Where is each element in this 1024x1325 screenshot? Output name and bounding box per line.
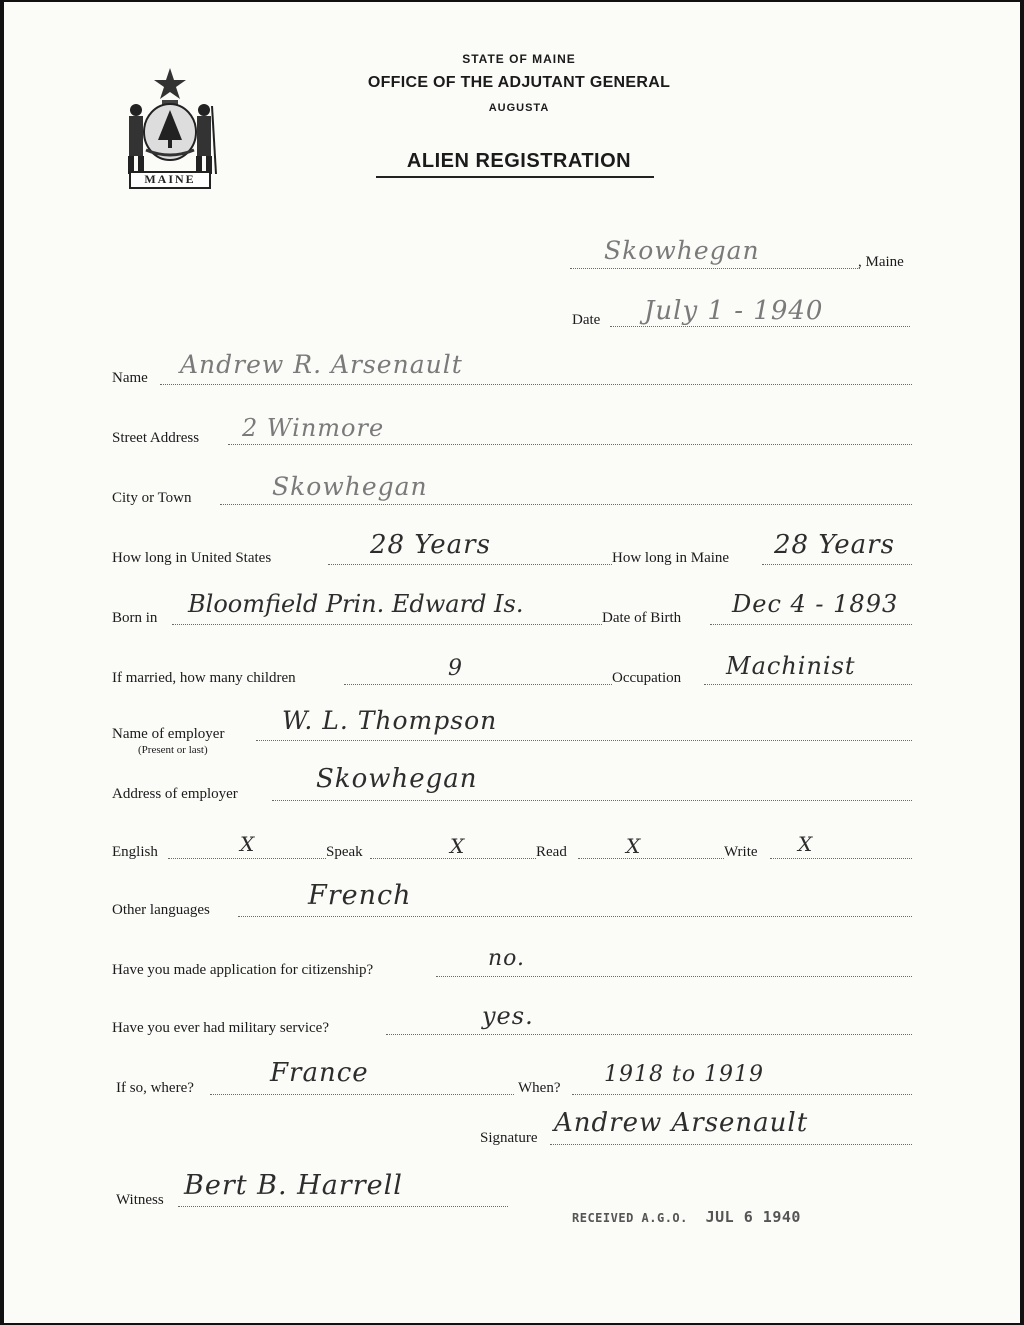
how-long-maine-label: How long in Maine <box>612 550 730 566</box>
street-dots <box>228 444 912 445</box>
signature-dots <box>550 1144 912 1145</box>
where-dots <box>210 1094 514 1095</box>
city-dots <box>220 504 912 505</box>
street-label: Street Address <box>112 430 200 446</box>
stamp-date: JUL 6 1940 <box>705 1208 801 1226</box>
signature-label: Signature <box>480 1130 538 1146</box>
witness-value[interactable]: Bert B. Harrell <box>184 1170 403 1201</box>
speak-dots <box>370 858 536 859</box>
when-dots <box>572 1094 912 1095</box>
speak-label: Speak <box>326 844 363 860</box>
born-in-label: Born in <box>112 610 158 626</box>
other-languages-value[interactable]: French <box>308 880 412 911</box>
dob-dots <box>710 624 912 625</box>
dob-label: Date of Birth <box>602 610 682 626</box>
born-in-dots <box>172 624 602 625</box>
employer-address-dots <box>272 800 912 801</box>
header-city: AUGUSTA <box>488 102 550 114</box>
employer-address-label: Address of employer <box>112 786 238 802</box>
registration-form <box>4 2 1020 1323</box>
employer-label: Name of employer <box>112 726 225 742</box>
occupation-value[interactable]: Machinist <box>726 652 856 680</box>
how-long-maine-value[interactable]: 28 Years <box>774 530 895 560</box>
english-value[interactable]: X <box>240 832 256 856</box>
children-value[interactable]: 9 <box>448 656 463 681</box>
read-dots <box>578 858 724 859</box>
town-line-dots <box>570 268 860 269</box>
how-long-us-label: How long in United States <box>112 550 272 566</box>
town-suffix: , Maine <box>858 254 904 270</box>
english-label: English <box>112 844 158 860</box>
born-in-value[interactable]: Bloomfield Prin. Edward Is. <box>188 590 524 618</box>
how-long-maine-dots <box>762 564 912 565</box>
occupation-dots <box>704 684 912 685</box>
city-value[interactable]: Skowhegan <box>272 472 428 501</box>
how-long-us-dots <box>328 564 612 565</box>
witness-label: Witness <box>116 1192 164 1208</box>
read-value[interactable]: X <box>626 834 642 858</box>
witness-dots <box>178 1206 508 1207</box>
when-label: When? <box>518 1080 561 1096</box>
name-label: Name <box>112 370 148 386</box>
date-dots <box>610 326 910 327</box>
where-label: If so, where? <box>116 1080 194 1096</box>
when-value[interactable]: 1918 to 1919 <box>604 1062 765 1087</box>
stamp-received-text: RECEIVED A.G.O. <box>572 1211 688 1225</box>
write-label: Write <box>724 844 758 860</box>
name-dots <box>160 384 912 385</box>
title-underline <box>376 176 654 178</box>
seal-text: MAINE <box>144 172 196 186</box>
military-value[interactable]: yes. <box>482 1002 534 1030</box>
street-value[interactable]: 2 Winmore <box>242 414 385 442</box>
write-dots <box>770 858 912 859</box>
read-label: Read <box>536 844 567 860</box>
where-value[interactable]: France <box>270 1058 369 1088</box>
english-dots <box>168 858 326 859</box>
date-value[interactable]: July 1 - 1940 <box>644 296 824 326</box>
citizenship-value[interactable]: no. <box>488 946 526 971</box>
form-title: ALIEN REGISTRATION <box>406 150 632 172</box>
military-dots <box>386 1034 912 1035</box>
employer-dots <box>256 740 912 741</box>
children-dots <box>344 684 612 685</box>
citizenship-label: Have you made application for citizenship? <box>112 962 374 978</box>
occupation-label: Occupation <box>612 670 682 686</box>
military-label: Have you ever had military service? <box>112 1020 329 1036</box>
name-value[interactable]: Andrew R. Arsenault <box>180 350 463 379</box>
write-value[interactable]: X <box>798 832 814 856</box>
date-label: Date <box>572 312 601 328</box>
how-long-us-value[interactable]: 28 Years <box>370 530 491 560</box>
employer-sublabel: (Present or last) <box>138 744 208 756</box>
other-languages-dots <box>238 916 912 917</box>
received-stamp <box>572 1208 801 1226</box>
children-label: If married, how many children <box>112 670 296 686</box>
employer-address-value[interactable]: Skowhegan <box>316 764 478 794</box>
town-value[interactable]: Skowhegan <box>604 236 760 265</box>
signature-value[interactable]: Andrew Arsenault <box>554 1108 809 1138</box>
other-languages-label: Other languages <box>112 902 210 918</box>
header-state: STATE OF MAINE <box>462 52 576 66</box>
header-office: OFFICE OF THE ADJUTANT GENERAL <box>367 74 671 91</box>
city-label: City or Town <box>112 490 192 506</box>
employer-value[interactable]: W. L. Thompson <box>282 706 498 735</box>
citizenship-dots <box>436 976 912 977</box>
dob-value[interactable]: Dec 4 - 1893 <box>732 590 899 618</box>
speak-value[interactable]: X <box>450 834 466 858</box>
